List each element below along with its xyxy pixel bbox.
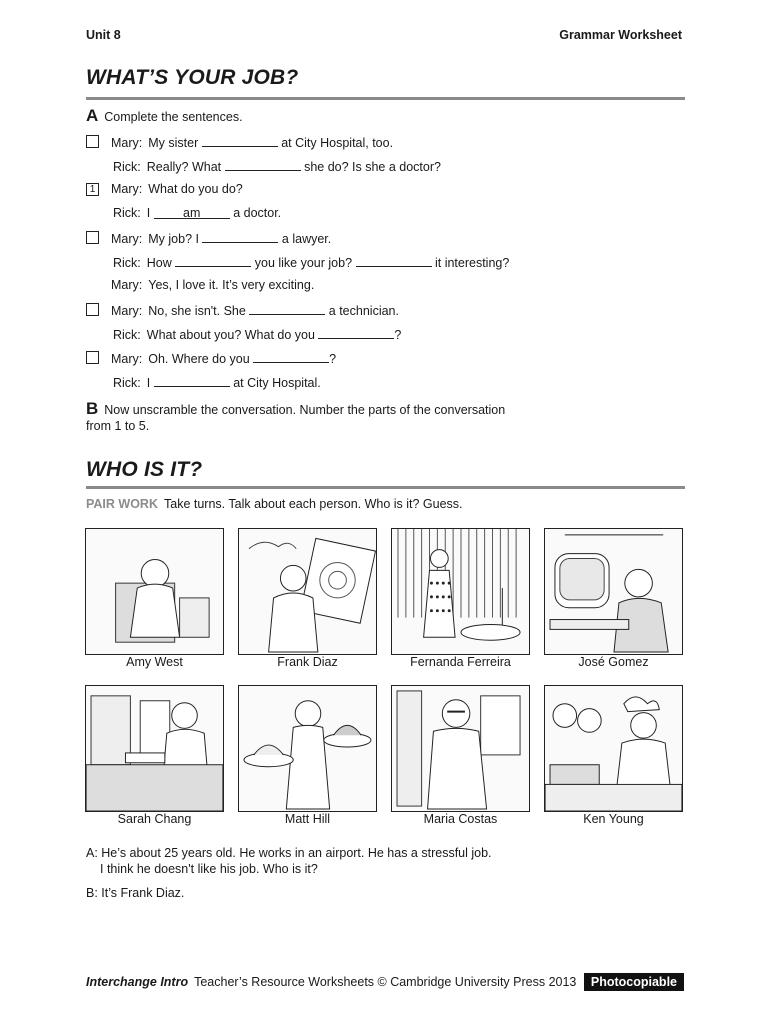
fill-in-blank[interactable] xyxy=(202,134,278,147)
pair-work-label: PAIR WORK xyxy=(86,497,158,511)
dialog-text: Oh. Where do you xyxy=(148,352,254,366)
photocopiable-badge: Photocopiable xyxy=(584,973,684,991)
speaker-name: Rick: xyxy=(113,160,141,174)
person-drawing xyxy=(239,686,376,811)
person-illustration xyxy=(391,528,530,655)
person-illustration xyxy=(238,685,377,812)
answer-box[interactable] xyxy=(86,231,99,244)
section-divider xyxy=(86,486,685,489)
dialog-line xyxy=(111,302,399,318)
fill-in-blank[interactable] xyxy=(318,326,394,339)
dialog-text: What do you do? xyxy=(148,182,243,196)
person-illustration xyxy=(238,528,377,655)
part-a-instruction xyxy=(86,106,243,126)
footer-credit: Teacher’s Resource Worksheets © Cambridge University Press 2013 xyxy=(194,975,577,989)
part-b-line2: from 1 to 5. xyxy=(86,419,150,433)
dialog-text: at City Hospital. xyxy=(229,376,321,390)
dialog-line xyxy=(111,350,336,366)
example-a-line1: A: He’s about 25 years old. He works in an airport. He has a stressful job. xyxy=(86,846,492,860)
person-drawing xyxy=(392,529,529,654)
answer-box[interactable]: 1 xyxy=(86,183,99,196)
part-b-line1: Now unscramble the conversation. Number the parts of the conversation xyxy=(104,403,506,417)
part-a-text: Complete the sentences. xyxy=(104,110,243,124)
person-drawing xyxy=(545,529,682,654)
section-title-who: WHO IS IT? xyxy=(86,458,203,481)
person-drawing xyxy=(86,529,223,654)
person-illustration xyxy=(544,528,683,655)
person-name-caption: Matt Hill xyxy=(284,812,331,826)
dialog-text: Yes, I love it. It’s very exciting. xyxy=(148,278,315,292)
dialog-line xyxy=(113,254,509,270)
section-divider xyxy=(86,97,685,100)
dialog-text: you like your job? xyxy=(251,256,356,270)
speaker-name: Rick: xyxy=(113,376,141,390)
dialog-line xyxy=(113,374,321,390)
fill-in-blank[interactable] xyxy=(249,302,325,315)
dialog-line xyxy=(111,182,243,196)
person-illustration xyxy=(85,528,224,655)
dialog-text: Really? What xyxy=(146,160,225,174)
section-title-jobs: WHAT’S YOUR JOB? xyxy=(86,66,299,89)
person-name-caption: José Gomez xyxy=(578,655,649,669)
part-b-instruction xyxy=(86,401,505,434)
unit-label: Unit 8 xyxy=(86,28,121,42)
person-name-caption: Fernanda Ferreira xyxy=(410,655,511,669)
speaker-name: Mary: xyxy=(111,304,143,318)
example-dialog xyxy=(86,845,492,901)
dialog-text: How xyxy=(146,256,176,270)
footer-brand: Interchange Intro xyxy=(86,975,189,989)
dialog-text: ? xyxy=(394,328,402,342)
dialog-text: a doctor. xyxy=(229,206,282,220)
speaker-name: Mary: xyxy=(111,352,143,366)
person-name-caption: Amy West xyxy=(126,655,183,669)
dialog-text: she do? Is she a doctor? xyxy=(300,160,441,174)
dialog-line xyxy=(113,158,441,174)
dialog-text: a technician. xyxy=(325,304,399,318)
pair-work-text: Take turns. Talk about each person. Who is it? Guess. xyxy=(164,497,463,511)
worksheet-type: Grammar Worksheet xyxy=(559,28,682,42)
fill-in-blank[interactable] xyxy=(154,374,230,387)
dialog-text: My sister xyxy=(148,136,202,150)
speaker-name: Mary: xyxy=(111,182,143,196)
person-name-caption: Ken Young xyxy=(583,812,644,826)
fill-in-blank[interactable] xyxy=(225,158,301,171)
dialog-line xyxy=(111,278,314,292)
answer-box[interactable] xyxy=(86,303,99,316)
part-a-letter: A xyxy=(86,106,99,125)
footer xyxy=(86,975,576,989)
dialog-text: No, she isn't. She xyxy=(148,304,250,318)
fill-in-blank[interactable] xyxy=(175,254,251,267)
dialog-line xyxy=(113,326,401,342)
dialog-text: a lawyer. xyxy=(278,232,332,246)
pair-work-instruction xyxy=(86,497,463,511)
person-illustration xyxy=(85,685,224,812)
dialog-text: My job? I xyxy=(148,232,203,246)
dialog-line xyxy=(111,134,393,150)
person-illustration xyxy=(544,685,683,812)
dialog-text: I xyxy=(146,206,154,220)
person-drawing xyxy=(545,686,682,811)
dialog-text: it interesting? xyxy=(431,256,510,270)
answer-box[interactable] xyxy=(86,135,99,148)
fill-in-blank[interactable] xyxy=(253,350,329,363)
person-name-caption: Frank Diaz xyxy=(277,655,338,669)
person-drawing xyxy=(392,686,529,811)
dialog-text: I xyxy=(146,376,154,390)
dialog-line xyxy=(111,230,331,246)
person-drawing xyxy=(86,686,223,811)
fill-in-blank[interactable] xyxy=(356,254,432,267)
example-a-line2: I think he doesn't like his job. Who is it? xyxy=(100,862,318,876)
dialog-text: ? xyxy=(329,352,337,366)
speaker-name: Mary: xyxy=(111,136,143,150)
fill-in-blank[interactable]: am xyxy=(154,206,230,219)
speaker-name: Mary: xyxy=(111,278,143,292)
speaker-name: Mary: xyxy=(111,232,143,246)
person-name-caption: Maria Costas xyxy=(423,812,498,826)
speaker-name: Rick: xyxy=(113,206,141,220)
example-b-line: B: It’s Frank Diaz. xyxy=(86,886,185,900)
fill-in-blank[interactable] xyxy=(202,230,278,243)
speaker-name: Rick: xyxy=(113,328,141,342)
dialog-line xyxy=(113,206,281,220)
person-drawing xyxy=(239,529,376,654)
person-illustration xyxy=(391,685,530,812)
part-b-letter: B xyxy=(86,399,99,418)
dialog-text: at City Hospital, too. xyxy=(277,136,394,150)
person-name-caption: Sarah Chang xyxy=(117,812,192,826)
answer-box[interactable] xyxy=(86,351,99,364)
speaker-name: Rick: xyxy=(113,256,141,270)
dialog-text: What about you? What do you xyxy=(146,328,319,342)
